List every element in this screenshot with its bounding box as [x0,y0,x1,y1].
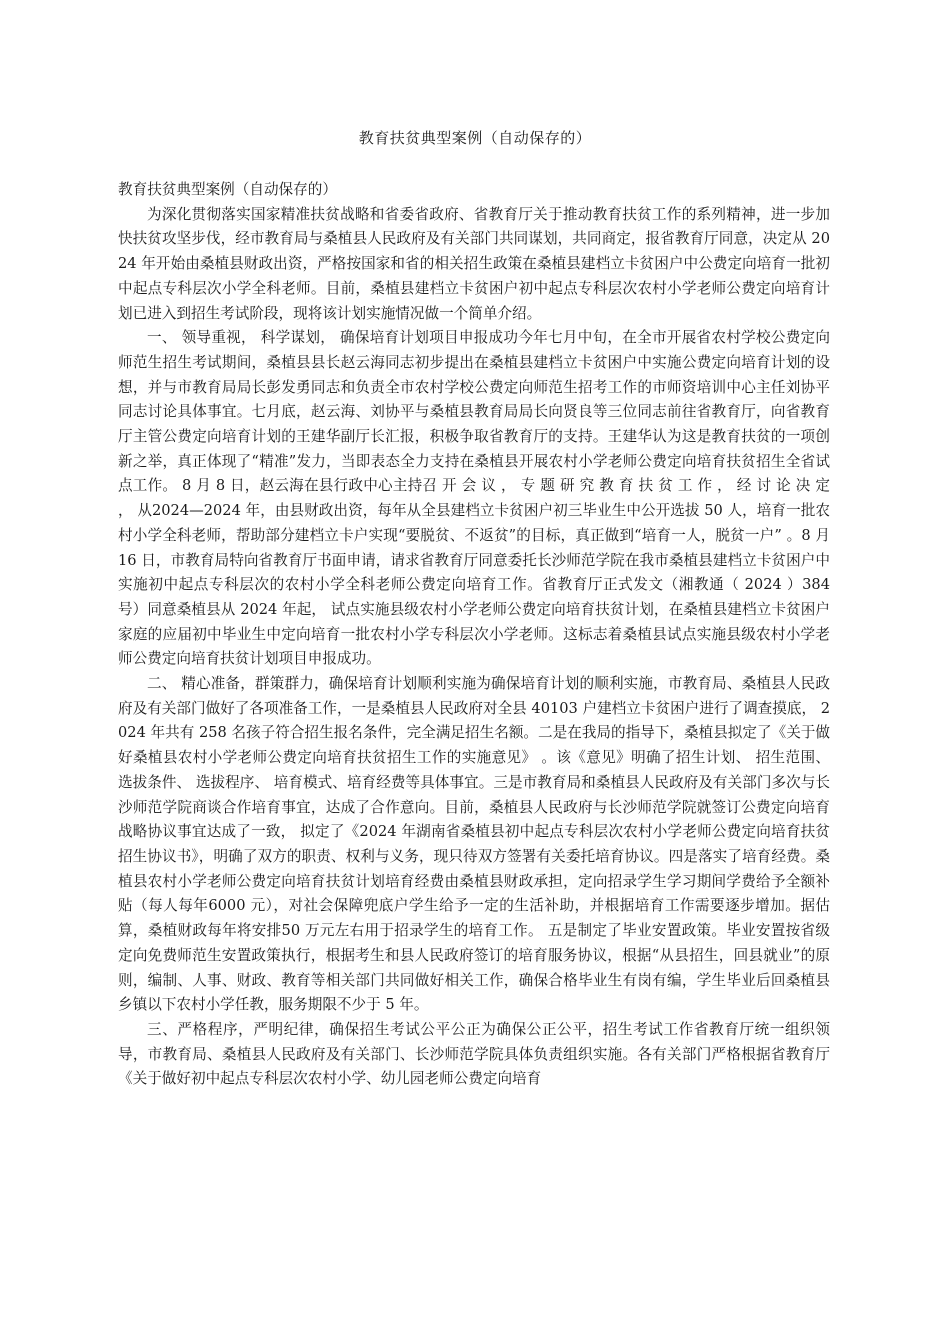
paragraph-section-two: 二、 精心准备，群策群力，确保培育计划顺利实施为确保培育计划的顺利实施，市教育局、桑植县人民政府及有关部门做好了各项准备工作，一是桑植县人民政府对全县 40103 户建档立卡贫困户进行了调查摸底， 2024 年共有 258 名孩子符合招生报名条件，完全满足招生名额。二是在我局的指导下，桑植县拟定了《关于做好桑植县农村小学老师公费定向培育扶贫招生工作的实施意见》 。该《意见》明确了招生计划、 招生范围、 选拔条件、 选拔程序、 培育模式、培育经费等具体事宜。三是市教育局和桑植县人民政府及有关部门多次与长沙师范学院商谈合作培育事宜，达成了合作意向。目前，桑植县人民政府与长沙师范学院就签订公费定向培育战略协议事宜达成了一致， 拟定了《2024 年湖南省桑植县初中起点专科层次农村小学老师公费定向培育扶贫招生协议书》，明确了双方的职责、权利与义务，现只待双方签署有关委托培育协议。四是落实了培育经费。桑植县农村小学老师公费定向培育扶贫计划培育经费由桑植县财政承担，定向招录学生学习期间学费给予全额补贴（每人每年6000 元），对社会保障兜底户学生给予一定的生活补助，并根据培育工作需要逐步增加。据估算，桑植财政每年将安排50 万元左右用于招录学生的培育工作。 五是制定了毕业安置政策。毕业安置按省级定向免费师范生安置政策执行，根据考生和县人民政府签订的培育服务协议，根据“从县招生，回县就业”的原则，编制、人事、财政、教育等相关部门共同做好相关工作，确保合格毕业生有岗有编，学生毕业后回桑植县乡镇以下农村小学任教，服务期限不少于 5 年。 [118,675,830,1014]
paragraph-intro: 为深化贯彻落实国家精准扶贫战略和省委省政府、省教育厅关于推动教育扶贫工作的系列精神，进一步加快扶贫攻坚步伐，经市教育局与桑植县人民政府及有关部门共同谋划，共同商定，报省教育厅同意，决定从 2024 年开始由桑植县财政出资，严格按国家和省的相关招生政策在桑植县建档立卡贫困户中公费定向培育一批初中起点专科层次小学全科老师。目前，桑植县建档立卡贫困户初中起点专科层次农村小学老师公费定向培育计划已进入到招生考试阶段，现将该计划实施情况做一个简单介绍。 [118,205,830,322]
paragraph-section-three: 三、严格程序，严明纪律，确保招生考试公平公正为确保公正公平，招生考试工作省教育厅统一组织领导，市教育局、桑植县人民政府及有关部门、长沙师范学院具体负责组织实施。各有关部门严格根据省教育厅《关于做好初中起点专科层次农村小学、幼儿园老师公费定向培育 [118,1020,830,1088]
document-title: 教育扶贫典型案例（自动保存的） [358,129,592,147]
document-subtitle: 教育扶贫典型案例（自动保存的） [118,181,337,198]
document-body [118,178,830,1092]
paragraph-section-one: 一、 领导重视， 科学谋划， 确保培育计划项目申报成功今年七月中旬，在全市开展省农村学校公费定向师范生招生考试期间，桑植县县长赵云海同志初步提出在桑植县建档立卡贫困户中实施公费定向培育计划的设想，并与市教育局局长彭发勇同志和负责全市农村学校公费定向师范生招考工作的市师资培训中心主任刘协平同志讨论具体事宜。七月底，赵云海、刘协平与桑植县教育局局长向贤良等三位同志前往省教育厅，向省教育厅主管公费定向培育计划的王建华副厅长汇报，积极争取省教育厅的支持。王建华认为这是教育扶贫的一项创新之举，真正体现了“精准”发力，当即表态全力支持在桑植县开展农村小学老师公费定向培育扶贫招生全省试点工作。 8 月 8 日，赵云海在县行政中心主持召 开 会 议 ， 专 题 研 究 教 育 扶 贫 工 作 ， 经 讨 论 决 定 ， 从2024—2024 年，由县财政出资，每年从全县建档立卡贫困户初三毕业生中公开选拔 50 人，培育一批农村小学全科老师，帮助部分建档立卡户实现“要脱贫、不返贫”的目标，真正做到“培育一人，脱贫一户” 。8 月 16 日，市教育局特向省教育厅书面申请，请求省教育厅同意委托长沙师范学院在我市桑植县建档立卡贫困户中实施初中起点专科层次的农村小学全科老师公费定向培育工作。省教育厅正式发文（湘教通（ 2024 ）384 号）同意桑植县从 2024 年起， 试点实施县级农村小学老师公费定向培育扶贫计划，在桑植县建档立卡贫困户家庭的应届初中毕业生中定向培育一批农村小学专科层次小学老师。这标志着桑植县试点实施县级农村小学老师公费定向培育扶贫计划项目申报成功。 [118,329,830,668]
